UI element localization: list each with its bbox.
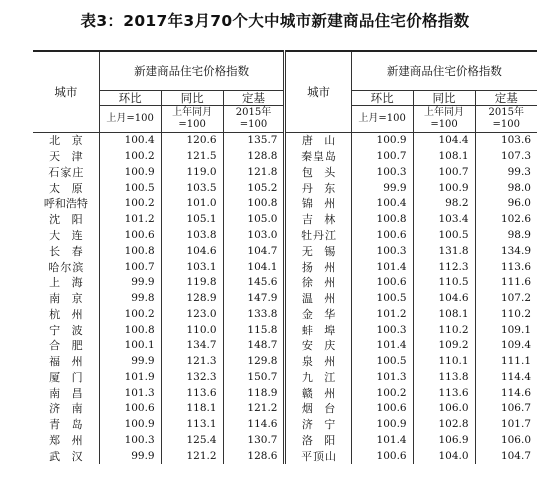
mom-value-right: 101.4 — [351, 338, 413, 354]
city-name-right: 金 华 — [285, 306, 351, 322]
mom-value-right: 100.6 — [351, 401, 413, 417]
yoy-value-left: 128.9 — [161, 291, 223, 307]
city-header-left: 城市 — [33, 51, 99, 133]
mom-value-left: 99.9 — [99, 354, 161, 370]
mom-value-left: 101.3 — [99, 385, 161, 401]
city-name-right: 吉 林 — [285, 212, 351, 228]
city-name-right: 泉 州 — [285, 354, 351, 370]
table-row — [33, 385, 537, 401]
col-base-right: 定基 — [475, 91, 537, 106]
base-mom-left: 上月=100 — [99, 106, 161, 133]
yoy-value-left: 110.0 — [161, 322, 223, 338]
city-name-left: 上 海 — [49, 276, 87, 290]
mom-value-left: 100.2 — [99, 196, 161, 212]
table-row — [33, 417, 537, 433]
city-name-right: 九 江 — [285, 369, 351, 385]
yoy-value-right: 113.6 — [413, 385, 475, 401]
base-value-left: 104.1 — [223, 259, 285, 275]
mom-value-right: 100.9 — [351, 417, 413, 433]
city-name-left: 青 岛 — [49, 418, 87, 432]
yoy-value-left: 123.0 — [161, 306, 223, 322]
yoy-value-left: 118.1 — [161, 401, 223, 417]
yoy-value-right: 104.0 — [413, 448, 475, 464]
table-row — [33, 354, 537, 370]
table-row — [33, 243, 537, 259]
mom-value-left: 100.9 — [99, 165, 161, 181]
base-value-right: 106.7 — [475, 401, 537, 417]
yoy-value-right: 110.1 — [413, 354, 475, 370]
table-row — [33, 196, 537, 212]
base-value-left: 100.8 — [223, 196, 285, 212]
base-value-right: 109.4 — [475, 338, 537, 354]
city-name-right: 丹 东 — [285, 180, 351, 196]
mom-value-right: 100.7 — [351, 149, 413, 165]
mom-value-left: 100.2 — [99, 306, 161, 322]
yoy-value-right: 98.2 — [413, 196, 475, 212]
yoy-value-left: 125.4 — [161, 433, 223, 449]
mom-value-left: 100.8 — [99, 243, 161, 259]
city-name-left: 福 州 — [49, 355, 87, 369]
mom-value-left: 99.9 — [99, 275, 161, 291]
yoy-value-left: 103.5 — [161, 180, 223, 196]
mom-value-left: 100.9 — [99, 417, 161, 433]
table-row — [33, 165, 537, 181]
base-value-left: 147.9 — [223, 291, 285, 307]
index-group-header-left: 新建商品住宅价格指数 — [99, 51, 285, 91]
base-value-left: 104.7 — [223, 243, 285, 259]
mom-value-left: 100.6 — [99, 228, 161, 244]
city-name-right: 锦 州 — [285, 196, 351, 212]
mom-value-right: 100.6 — [351, 275, 413, 291]
base-value-right: 99.3 — [475, 165, 537, 181]
base-value-right: 111.6 — [475, 275, 537, 291]
yoy-value-right: 104.6 — [413, 291, 475, 307]
yoy-value-right: 102.8 — [413, 417, 475, 433]
table-row — [33, 291, 537, 307]
city-name-right: 烟 台 — [285, 401, 351, 417]
table-row — [33, 322, 537, 338]
mom-value-right: 100.5 — [351, 354, 413, 370]
city-name-left: 大 连 — [49, 228, 87, 242]
city-name-right: 无 锡 — [285, 243, 351, 259]
yoy-value-left: 121.3 — [161, 354, 223, 370]
table-row — [33, 338, 537, 354]
base-value-right: 109.1 — [475, 322, 537, 338]
base-value-right: 106.0 — [475, 433, 537, 449]
base-value-right: 111.1 — [475, 354, 537, 370]
mom-value-left: 100.7 — [99, 259, 161, 275]
table-row — [33, 448, 537, 464]
base-value-left: 114.6 — [223, 417, 285, 433]
city-name-left: 北 京 — [49, 134, 87, 148]
city-name-left: 沈 阳 — [49, 213, 87, 227]
table-row — [33, 149, 537, 165]
city-name-right: 济 宁 — [285, 417, 351, 433]
base-value-right: 110.2 — [475, 306, 537, 322]
city-name-right: 赣 州 — [285, 385, 351, 401]
mom-value-left: 101.2 — [99, 212, 161, 228]
yoy-value-left: 105.1 — [161, 212, 223, 228]
yoy-value-left: 113.6 — [161, 385, 223, 401]
base-value-left: 135.7 — [223, 133, 285, 149]
mom-value-left: 100.8 — [99, 322, 161, 338]
base-value-left: 130.7 — [223, 433, 285, 449]
yoy-value-left: 104.6 — [161, 243, 223, 259]
city-name-right: 秦皇岛 — [285, 149, 351, 165]
city-name-right: 平顶山 — [285, 448, 351, 464]
city-name-left: 武 汉 — [49, 449, 87, 463]
base-value-right: 101.7 — [475, 417, 537, 433]
base-yoy-left: 上年同月=100 — [161, 106, 223, 133]
mom-value-right: 101.4 — [351, 433, 413, 449]
base-value-left: 103.0 — [223, 228, 285, 244]
mom-value-right: 100.6 — [351, 448, 413, 464]
mom-value-right: 100.3 — [351, 243, 413, 259]
col-yoy-left: 同比 — [161, 91, 223, 106]
base-value-right: 107.3 — [475, 149, 537, 165]
base-value-left: 150.7 — [223, 369, 285, 385]
mom-value-right: 100.3 — [351, 322, 413, 338]
table-row — [33, 133, 537, 149]
base-fixed-right: 2015年=100 — [475, 106, 537, 133]
city-name-left: 厦 门 — [49, 370, 87, 384]
base-value-left: 128.6 — [223, 448, 285, 464]
city-header-right: 城市 — [285, 51, 351, 133]
yoy-value-right: 100.7 — [413, 165, 475, 181]
city-name-left: 杭 州 — [49, 307, 87, 321]
city-name-right: 包 头 — [285, 165, 351, 181]
table-title: 表3：2017年3月70个大中城市新建商品住宅价格指数 — [80, 12, 470, 30]
base-value-left: 118.9 — [223, 385, 285, 401]
yoy-value-left: 103.1 — [161, 259, 223, 275]
base-value-left: 128.8 — [223, 149, 285, 165]
mom-value-left: 100.3 — [99, 433, 161, 449]
mom-value-left: 99.9 — [99, 448, 161, 464]
base-value-left: 121.2 — [223, 401, 285, 417]
base-value-right: 107.2 — [475, 291, 537, 307]
yoy-value-right: 100.9 — [413, 180, 475, 196]
city-name-right: 扬 州 — [285, 259, 351, 275]
base-value-right: 134.9 — [475, 243, 537, 259]
city-name-right: 温 州 — [285, 291, 351, 307]
table-row — [33, 228, 537, 244]
yoy-value-left: 132.3 — [161, 369, 223, 385]
base-mom-right: 上月=100 — [351, 106, 413, 133]
yoy-value-left: 134.7 — [161, 338, 223, 354]
mom-value-right: 99.9 — [351, 180, 413, 196]
city-name-left: 郑 州 — [49, 433, 87, 447]
mom-value-right: 101.4 — [351, 259, 413, 275]
col-mom-right: 环比 — [351, 91, 413, 106]
index-group-header-right: 新建商品住宅价格指数 — [351, 51, 537, 91]
mom-value-left: 100.5 — [99, 180, 161, 196]
yoy-value-right: 112.3 — [413, 259, 475, 275]
table-row — [33, 275, 537, 291]
city-name-left: 呼和浩特 — [43, 197, 88, 211]
table-row — [33, 369, 537, 385]
city-name-left: 太 原 — [49, 181, 87, 195]
base-value-right: 114.6 — [475, 385, 537, 401]
city-name-left: 天 津 — [49, 150, 87, 164]
city-name-left: 宁 波 — [49, 323, 87, 337]
yoy-value-left: 113.1 — [161, 417, 223, 433]
base-value-right: 98.9 — [475, 228, 537, 244]
base-value-left: 115.8 — [223, 322, 285, 338]
yoy-value-left: 121.2 — [161, 448, 223, 464]
base-value-left: 148.7 — [223, 338, 285, 354]
yoy-value-right: 110.5 — [413, 275, 475, 291]
base-value-left: 121.8 — [223, 165, 285, 181]
yoy-value-left: 120.6 — [161, 133, 223, 149]
yoy-value-right: 100.5 — [413, 228, 475, 244]
table-row — [33, 433, 537, 449]
mom-value-right: 101.3 — [351, 369, 413, 385]
base-value-left: 129.8 — [223, 354, 285, 370]
table-row — [33, 259, 537, 275]
base-value-right: 103.6 — [475, 133, 537, 149]
mom-value-left: 99.8 — [99, 291, 161, 307]
yoy-value-left: 119.0 — [161, 165, 223, 181]
table-body — [33, 133, 537, 465]
price-index-table — [33, 50, 537, 464]
city-name-left: 哈尔滨 — [48, 260, 85, 274]
city-name-right: 洛 阳 — [285, 433, 351, 449]
city-name-right: 徐 州 — [285, 275, 351, 291]
mom-value-left: 101.9 — [99, 369, 161, 385]
base-value-right: 96.0 — [475, 196, 537, 212]
mom-value-left: 100.2 — [99, 149, 161, 165]
yoy-value-right: 106.9 — [413, 433, 475, 449]
base-value-right: 102.6 — [475, 212, 537, 228]
city-name-left: 南 京 — [49, 292, 87, 306]
yoy-value-right: 106.0 — [413, 401, 475, 417]
mom-value-right: 100.3 — [351, 165, 413, 181]
yoy-value-right: 110.2 — [413, 322, 475, 338]
yoy-value-right: 131.8 — [413, 243, 475, 259]
city-name-left: 石家庄 — [48, 165, 85, 179]
mom-value-right: 100.8 — [351, 212, 413, 228]
city-name-left: 济 南 — [49, 402, 87, 416]
city-name-right: 牡丹江 — [285, 228, 351, 244]
mom-value-right: 100.6 — [351, 228, 413, 244]
table-row — [33, 180, 537, 196]
col-mom-left: 环比 — [99, 91, 161, 106]
yoy-value-left: 101.0 — [161, 196, 223, 212]
table-row — [33, 401, 537, 417]
city-name-right: 蚌 埠 — [285, 322, 351, 338]
yoy-value-left: 103.8 — [161, 228, 223, 244]
mom-value-left: 100.1 — [99, 338, 161, 354]
base-value-left: 145.6 — [223, 275, 285, 291]
yoy-value-left: 119.8 — [161, 275, 223, 291]
yoy-value-left: 121.5 — [161, 149, 223, 165]
base-fixed-left: 2015年=100 — [223, 106, 285, 133]
base-value-right: 113.6 — [475, 259, 537, 275]
yoy-value-right: 108.1 — [413, 306, 475, 322]
mom-value-right: 100.5 — [351, 291, 413, 307]
city-name-left: 长 春 — [49, 244, 87, 258]
table-row — [33, 212, 537, 228]
mom-value-right: 100.4 — [351, 196, 413, 212]
base-value-right: 114.4 — [475, 369, 537, 385]
base-value-right: 98.0 — [475, 180, 537, 196]
city-name-right: 唐 山 — [285, 133, 351, 149]
col-yoy-right: 同比 — [413, 91, 475, 106]
city-name-left: 南 昌 — [49, 386, 87, 400]
city-name-right: 安 庆 — [285, 338, 351, 354]
base-yoy-right: 上年同月=100 — [413, 106, 475, 133]
base-value-left: 133.8 — [223, 306, 285, 322]
mom-value-right: 100.9 — [351, 133, 413, 149]
city-name-left: 合 肥 — [49, 339, 87, 353]
yoy-value-right: 104.4 — [413, 133, 475, 149]
mom-value-left: 100.6 — [99, 401, 161, 417]
yoy-value-right: 109.2 — [413, 338, 475, 354]
table-row — [33, 306, 537, 322]
base-value-left: 105.2 — [223, 180, 285, 196]
base-value-left: 105.0 — [223, 212, 285, 228]
mom-value-right: 101.2 — [351, 306, 413, 322]
yoy-value-right: 103.4 — [413, 212, 475, 228]
yoy-value-right: 108.1 — [413, 149, 475, 165]
mom-value-right: 100.2 — [351, 385, 413, 401]
col-base-left: 定基 — [223, 91, 285, 106]
yoy-value-right: 113.8 — [413, 369, 475, 385]
base-value-right: 104.7 — [475, 448, 537, 464]
mom-value-left: 100.4 — [99, 133, 161, 149]
